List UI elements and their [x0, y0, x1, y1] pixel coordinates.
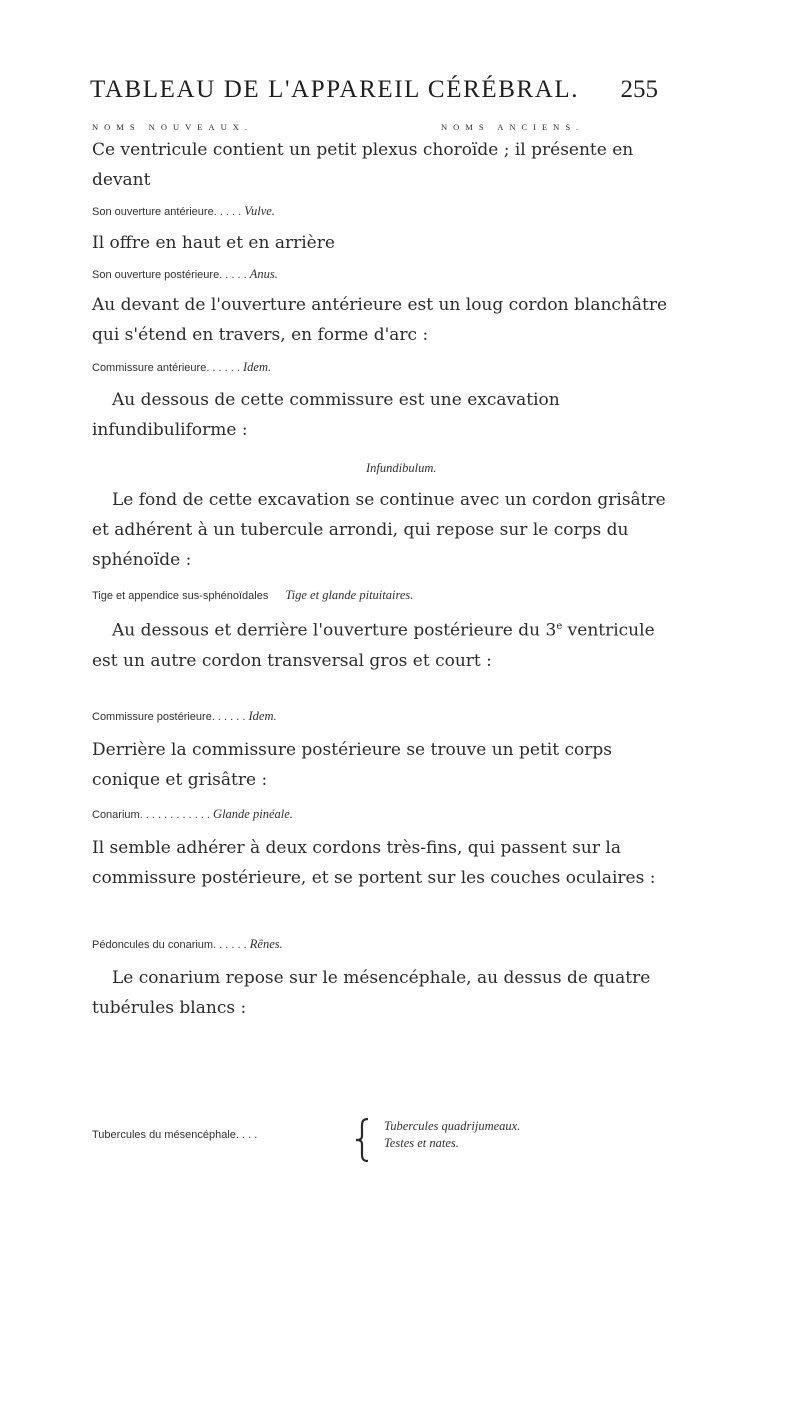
paragraph — [92, 612, 677, 676]
ancient-name: Idem. — [248, 709, 277, 723]
ancient-name: Glande pinéale. — [213, 807, 293, 821]
column-header-old-names: NOMS ANCIENS. — [441, 122, 585, 132]
ancient-name: Tige et glande pituitaires. — [285, 588, 414, 602]
nomenclature-entry — [92, 807, 692, 827]
nomenclature-entry — [92, 937, 692, 957]
ancient-name: Vulve. — [244, 204, 275, 218]
paragraph: Au devant de l'ouverture antérieure est un loug cordon blanchâtre qui s'étend en travers, en forme d'arc : — [92, 295, 668, 345]
new-name: Pédoncules du conarium. . . . . . — [92, 939, 247, 951]
ancient-name: Infundibulum. — [366, 461, 437, 475]
ancient-name: Testes et nates. — [384, 1136, 459, 1150]
paragraph: Il semble adhérer à deux cordons très-fins, qui passent sur la commissure postérieure, et se portent sur les couches oculaires : — [92, 838, 656, 888]
running-head — [90, 76, 658, 112]
ancient-names — [384, 1118, 520, 1152]
nomenclature-entry — [92, 709, 692, 729]
ancient-name: Anus. — [249, 267, 278, 281]
superscript: e — [556, 621, 563, 632]
new-name: Son ouverture antérieure. . . . . — [92, 206, 242, 218]
nomenclature-entry — [366, 461, 666, 481]
paragraph-text: ventricule est un autre cordon transversal gros et court : — [92, 620, 655, 671]
new-name: Tige et appendice sus-sphénoïdales — [92, 590, 269, 602]
curly-brace — [354, 1118, 370, 1162]
nomenclature-entry — [92, 204, 692, 224]
ancient-name: Rênes. — [249, 937, 283, 951]
ancient-name: Idem. — [243, 360, 272, 374]
nomenclature-entry — [92, 1118, 712, 1162]
paragraph — [92, 385, 677, 445]
paragraph-text: Le fond de cette excavation se continue avec un cordon grisâtre et adhérent à un tubercule arrondi, qui repose sur le corps du sphénoïde : — [92, 490, 666, 570]
new-name: Commissure postérieure. . . . . . — [92, 711, 246, 723]
paragraph: Ce ventricule contient un petit plexus choroïde ; il présente en devant — [92, 140, 634, 190]
nomenclature-entry — [92, 588, 692, 608]
paragraph — [92, 485, 677, 575]
nomenclature-entry — [92, 267, 692, 287]
ancient-name: Tubercules quadrijumeaux. — [384, 1119, 521, 1133]
paragraph-text: Au dessous de cette commissure est une excavation infundibuliforme : — [92, 390, 560, 440]
paragraph-text: Le conarium repose sur le mésencéphale, au dessus de quatre tubérules blancs : — [92, 968, 651, 1018]
new-name: Conarium. . . . . . . . . . . . — [92, 809, 210, 821]
column-header-new-names: NOMS NOUVEAUX. — [92, 122, 253, 132]
new-name: Son ouverture postérieure. . . . . — [92, 269, 247, 281]
page-title: TABLEAU DE L'APPAREIL CÉRÉBRAL. — [90, 76, 580, 103]
paragraph: Derrière la commissure postérieure se trouve un petit corps conique et grisâtre : — [92, 740, 612, 790]
new-name: Commissure antérieure. . . . . . — [92, 362, 240, 374]
paragraph — [92, 963, 677, 1023]
new-name: Tubercules du mésencéphale. . . . — [92, 1129, 258, 1141]
paragraph: Il offre en haut et en arrière — [92, 233, 335, 253]
page-number: 255 — [620, 76, 658, 103]
nomenclature-entry — [92, 360, 692, 380]
paragraph-text: Au dessous et derrière l'ouverture postérieure du 3 — [112, 620, 557, 641]
